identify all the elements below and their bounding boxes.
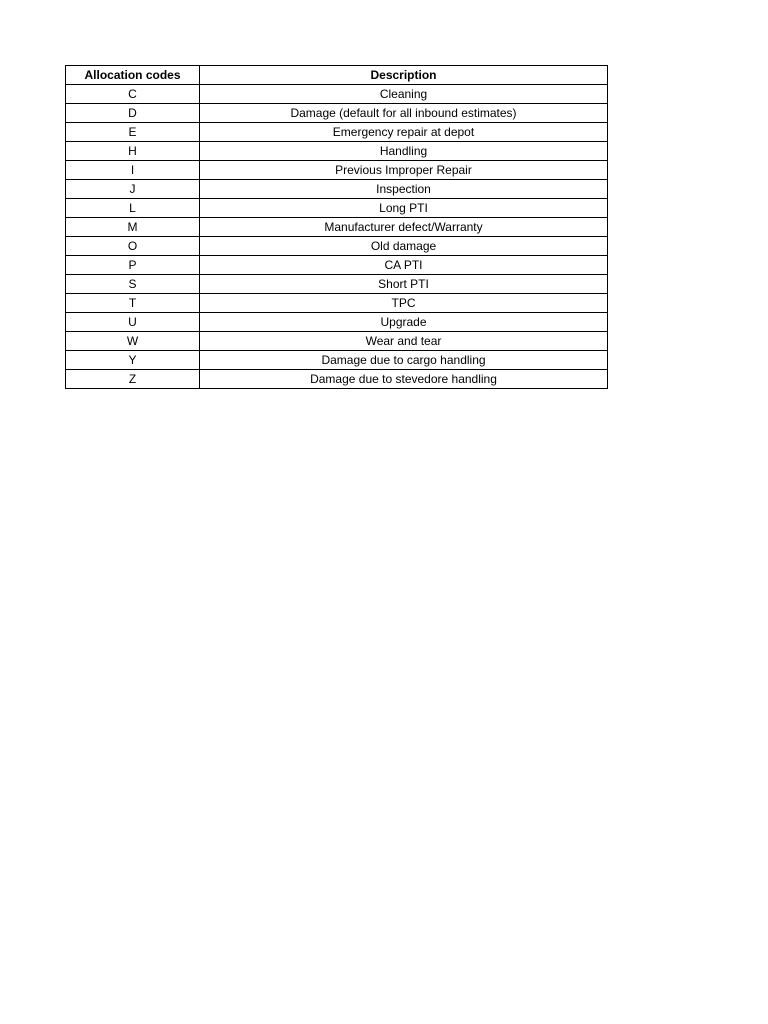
table-row [66, 199, 608, 218]
description-cell: Manufacturer defect/Warranty [200, 218, 608, 237]
code-cell: O [66, 237, 200, 256]
code-cell: P [66, 256, 200, 275]
header-description: Description [200, 66, 608, 85]
description-cell: Old damage [200, 237, 608, 256]
description-cell: Long PTI [200, 199, 608, 218]
table-row [66, 161, 608, 180]
table-row [66, 294, 608, 313]
code-cell: S [66, 275, 200, 294]
header-row [66, 66, 608, 85]
table-row [66, 332, 608, 351]
table-row [66, 142, 608, 161]
description-cell: Cleaning [200, 85, 608, 104]
code-cell: E [66, 123, 200, 142]
table-row [66, 313, 608, 332]
table-row [66, 104, 608, 123]
table-row [66, 370, 608, 389]
table-row [66, 275, 608, 294]
description-cell: Emergency repair at depot [200, 123, 608, 142]
code-cell: Y [66, 351, 200, 370]
code-cell: L [66, 199, 200, 218]
code-cell: U [66, 313, 200, 332]
code-cell: M [66, 218, 200, 237]
description-cell: Damage due to stevedore handling [200, 370, 608, 389]
table-row [66, 237, 608, 256]
table-row [66, 351, 608, 370]
code-cell: H [66, 142, 200, 161]
code-cell: Z [66, 370, 200, 389]
table-row [66, 256, 608, 275]
table-row [66, 85, 608, 104]
spreadsheet-page [65, 65, 608, 389]
description-cell: CA PTI [200, 256, 608, 275]
code-cell: W [66, 332, 200, 351]
code-cell: C [66, 85, 200, 104]
table-row [66, 218, 608, 237]
code-cell: T [66, 294, 200, 313]
description-cell: Damage (default for all inbound estimates) [200, 104, 608, 123]
code-cell: J [66, 180, 200, 199]
description-cell: Short PTI [200, 275, 608, 294]
header-allocation-codes: Allocation codes [66, 66, 200, 85]
table-row [66, 123, 608, 142]
description-cell: Upgrade [200, 313, 608, 332]
code-cell: I [66, 161, 200, 180]
description-cell: Wear and tear [200, 332, 608, 351]
description-cell: Previous Improper Repair [200, 161, 608, 180]
description-cell: Damage due to cargo handling [200, 351, 608, 370]
description-cell: Inspection [200, 180, 608, 199]
description-cell: Handling [200, 142, 608, 161]
allocation-codes-table [65, 65, 608, 389]
table-row [66, 180, 608, 199]
description-cell: TPC [200, 294, 608, 313]
code-cell: D [66, 104, 200, 123]
